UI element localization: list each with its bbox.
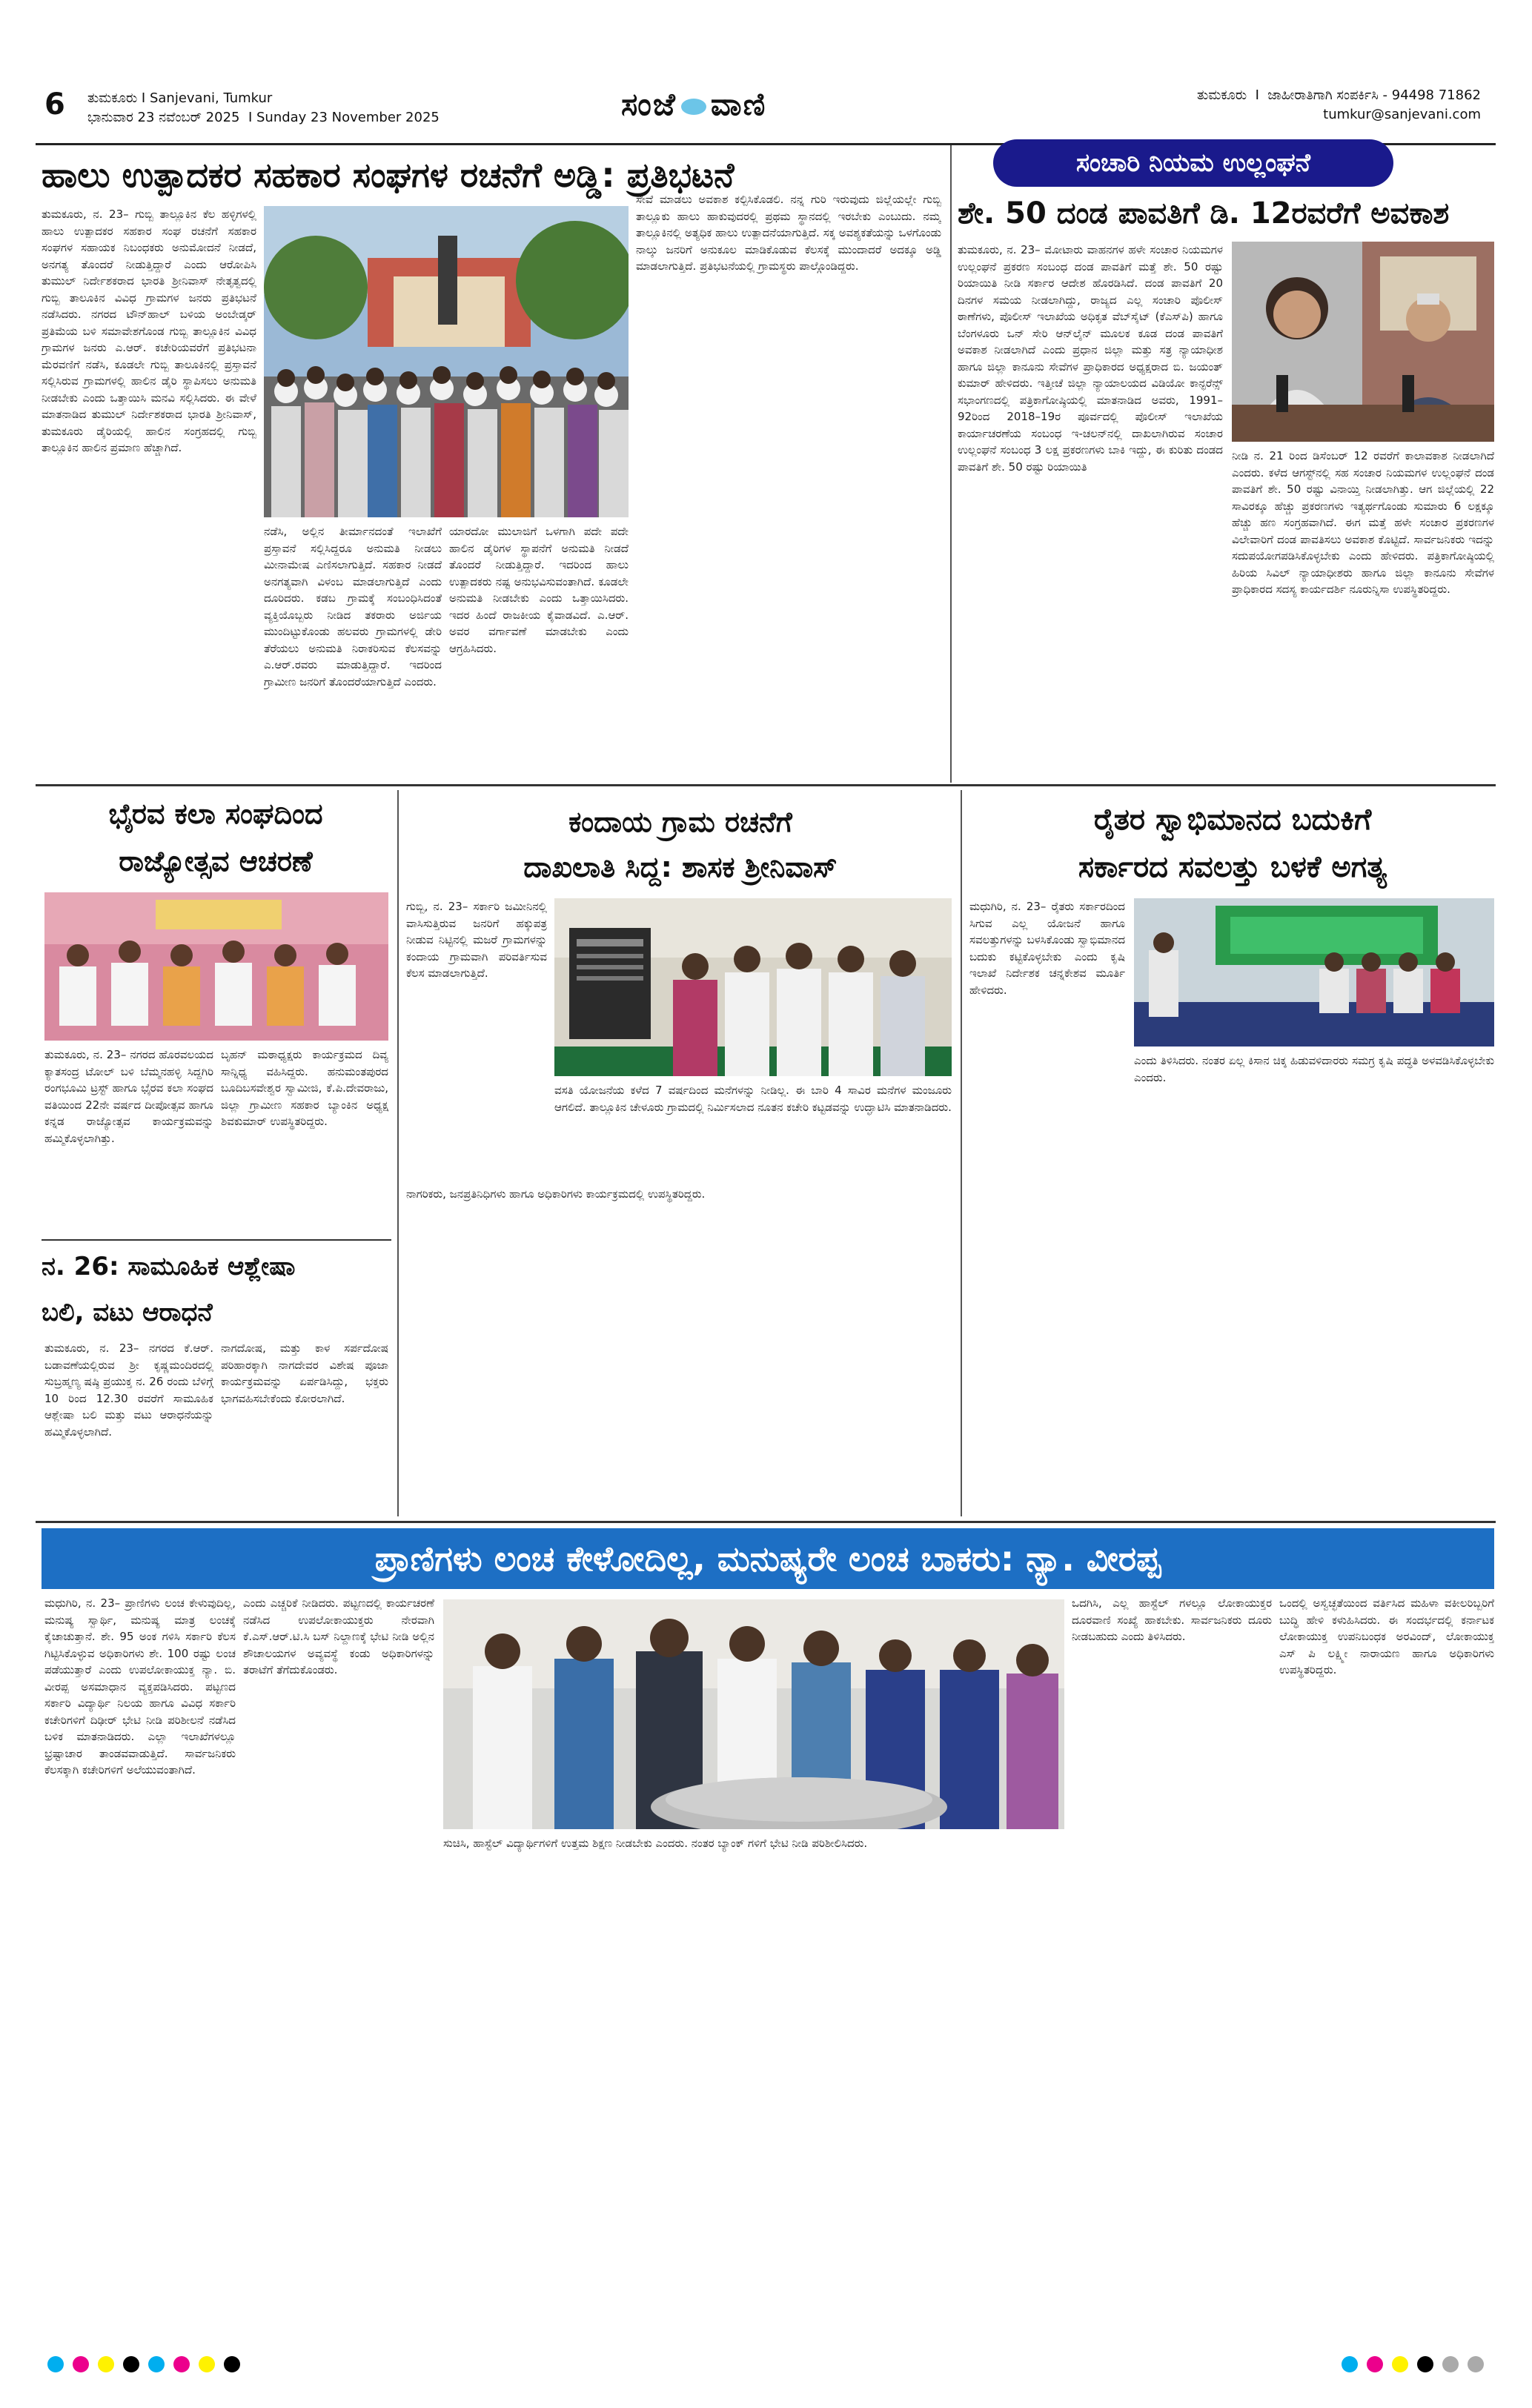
kandaya-col-3: ನಾಗರಿಕರು, ಜನಪ್ರತಿನಿಧಿಗಳು ಹಾಗೂ ಅಧಿಕಾರಿಗಳು ಕಾರ್ಯಕ್ರಮದಲ್ಲಿ ಉಪಸ್ಥಿತರಿದ್ದರು. (406, 1187, 706, 1201)
divider (961, 790, 962, 1516)
milk-col-1: ತುಮಕೂರು, ನ. 23– ಗುಬ್ಬಿ ತಾಲ್ಲೂಕಿನ ಕೆಲ ಹಳ್ಳಿಗಳಲ್ಲಿ ಹಾಲು ಉತ್ಪಾದಕರ ಸಹಕಾರ ಸಂಘ ರಚನೆಗೆ ಸಹಕಾರ ಸಂಘಗಳ ಸಹಾಯಕ ನಿಬಂಧಕರು ಅನುಮೋದನೆ ನೀಡದೆ, ಅನಗತ್ಯ ತೊಂದರೆ ನೀಡುತ್ತಿದ್ದಾರೆ ಎಂದು ಆರೋಪಿಸಿ ತುಮುಲ್ ನಿರ್ದೇಶಕರಾದ ಭಾರತಿ ಶ್ರೀನಿವಾಸ್ ನೇತೃತ್ವದಲ್ಲಿ ಗುಬ್ಬಿ ತಾಲೂಕಿನ ವಿವಿಧ ಗ್ರಾಮಗಳ ಜನರು ಪ್ರತಿಭಟನೆ ನಡೆಸಿದರು. ನಗರದ ಟೌನ್‌ಹಾಲ್ ಬಳಿಯ ಅಂಬೇಡ್ಕರ್ ಪ್ರತಿಮೆಯ ಬಳಿ ಸಮಾವೇಶಗೊಂಡ ಗುಬ್ಬಿ ತಾಲ್ಲೂಕಿನ ವಿವಿಧ ಗ್ರಾಮಗಳ ಜನರು ಎ.ಆರ್. ಕಚೇರಿಯವರೆಗೆ ಪ್ರತಿಭಟನಾ ಮೆರವಣಿಗೆ ನಡೆಸಿ, ಕೂಡಲೇ ಗುಬ್ಬಿ ತಾಲೂಕಿನಲ್ಲಿ ಪ್ರಸ್ತಾವನೆ ಸಲ್ಲಿಸಿರುವ ಗ್ರಾಮಗಳಲ್ಲಿ ಹಾಲಿನ ಡೈರಿ ಸ್ಥಾಪಿಸಲು ಅನುಮತಿ ನೀಡಬೇಕು ಎಂದು ಒತ್ತಾಯಿಸಿ ಮನವಿ ಸಲ್ಲಿಸಿದರು. ಈ ವೇಳೆ ಮಾತನಾಡಿದ ತುಮುಲ್ ನಿರ್ದೇಶಕರಾದ ಭಾರತಿ ಶ್ರೀನಿವಾಸ್, ತುಮಕೂರು ಡೈರಿಯಲ್ಲಿ ಹಾಲಿನ ಸಂಗ್ರಹದಲ್ಲಿ ಗುಬ್ಬಿ ತಾಲ್ಲೂಕಿನ ಹಾಲಿನ ಪ್ರಮಾಣ ಹೆಚ್ಚಾಗಿದೆ. (42, 208, 256, 454)
veerappa-inspection-photo (443, 1599, 1064, 1829)
date-kannada: ಭಾನುವಾರ 23 ನವೆಂಬರ್ 2025 (87, 110, 240, 125)
traffic-col-1: ತುಮಕೂರು, ನ. 23– ಮೋಟಾರು ವಾಹನಗಳ ಹಳೇ ಸಂಚಾರ ನಿಯಮಗಳ ಉಲ್ಲಂಘನೆ ಪ್ರಕರಣ ಸಂಬಂಧ ದಂಡ ಪಾವತಿಗೆ ಮತ್ತೆ ಶೇ. 50 ರಷ್ಟು ರಿಯಾಯಿತಿ ನೀಡಿ ಸರ್ಕಾರ ಆದೇಶ ಹೊರಡಿಸಿದೆ. ದಂಡ ಪಾವತಿಗೆ 20 ದಿನಗಳ ಸಮಯ ನೀಡಲಾಗಿದ್ದು, ರಾಜ್ಯದ ಎಲ್ಲ ಸಂಚಾರಿ ಪೊಲೀಸ್ ಠಾಣೆಗಳು, ಪೊಲೀಸ್ ಇಲಾಖೆಯ ಅಧಿಕೃತ ವೆಬ್‌ಸೈಟ್ (ಕೆಎಸ್‌ಪಿ) ಹಾಗೂ ಬೆಂಗಳೂರು ಒನ್ ಸೇರಿ ಆನ್‌ಲೈನ್ ಮೂಲಕ ಕೂಡ ದಂಡ ಪಾವತಿಗೆ ಅವಕಾಶ ನೀಡಲಾಗಿದೆ ಎಂದು ಪ್ರಧಾನ ಜಿಲ್ಲಾ ಮತ್ತು ಸತ್ರ ನ್ಯಾಯಾಧೀಶ ಹಾಗೂ ಜಿಲ್ಲಾ ಕಾನೂನು ಸೇವೆಗಳ ಪ್ರಾಧಿಕಾರದ ಅಧ್ಯಕ್ಷರಾದ ಬಿ. ಜಯಂತ್ ಕುಮಾರ್ ಹೇಳಿದರು. ಇತ್ತೀಚೆ ಜಿಲ್ಲಾ ನ್ಯಾಯಾಲಯದ ವಿಡಿಯೋ ಕಾನ್ಫರೆನ್ಸ್ ಸಭಾಂಗಣದಲ್ಲಿ ಪತ್ರಿಕಾಗೋಷ್ಠಿಯಲ್ಲಿ ಮಾತನಾಡಿದ ಅವರು, 1991–92ರಿಂದ 2018–19ರ ಪೂರ್ವದಲ್ಲಿ ಪೊಲೀಸ್ ಇಲಾಖೆಯ ಕಾರ್ಯಾಚರಣೆಯ ಸಂಬಂಧ ಇ-ಚಲನ್‌ನಲ್ಲಿ ದಾಖಲಾಗಿರುವ ಸಂಚಾರ ಉಲ್ಲಂಘನೆ ಸಂಬಂಧ 3 ಲಕ್ಷ ಪ್ರಕರಣಗಳು ಬಾಕಿ ಇದ್ದು, ಈ ಕುರಿತು ದಂಡದ ಪಾವತಿಗೆ ಶೇ. 50 ರಷ್ಟು ರಿಯಾಯಿತಿ (958, 243, 1223, 474)
edition-label: ತುಮಕೂರು I Sanjevani, Tumkur (87, 90, 273, 106)
milk-protest-photo (264, 206, 629, 517)
milk-col-2: ನಡೆಸಿ, ಅಲ್ಲಿನ ತೀರ್ಮಾನದಂತೆ ಇಲಾಖೆಗೆ ಪ್ರಸ್ತಾವನೆ ಸಲ್ಲಿಸಿದ್ದರೂ ಅನುಮತಿ ನೀಡಲು ಮೀನಾಮೇಷ ಎಣಿಸಲಾಗುತ್ತಿದೆ. ಸಹಕಾರ ನೀಡದೆ ಅನಗತ್ಯವಾಗಿ ವಿಳಂಬ ಮಾಡಲಾಗುತ್ತಿದೆ ಎಂದು ದೂರಿದರು. ಕಡಬ ಗ್ರಾಮಕ್ಕೆ ಸಂಬಂಧಿಸಿದಂತೆ ವ್ಯಕ್ತಿಯೊಬ್ಬರು ನೀಡಿದ ತಕರಾರು ಅರ್ಜಿಯ ಮುಂದಿಟ್ಟುಕೊಂಡು ಹಲವರು ಗ್ರಾಮಗಳಲ್ಲಿ ಡೇರಿ ತೆರೆಯಲು ಅನುಮತಿ ನಿರಾಕರಿಸುವ ಕೆಲಸವನ್ನು ಎ.ಆರ್.ರವರು ಮಾಡುತ್ತಿದ್ದಾರೆ. ಇದರಿಂದ ಗ್ರಾಮೀಣ ಜನರಿಗೆ ತೊಂದರೆಯಾಗುತ್ತಿದೆ ಎಂದರು. (264, 525, 442, 689)
veerappa-col-4: ಒಂದಲ್ಲಿ ಅಸ್ವಚ್ಛತೆಯಿಂದ ವರ್ತಿಸಿದ ಮಹಿಳಾ ವಕೀಲರಿಬ್ಬರಿಗೆ ಬುದ್ಧಿ ಹೇಳಿ ಕಳುಹಿಸಿದರು. ಈ ಸಂದರ್ಭದಲ್ಲಿ ಕರ್ನಾಟಕ ಲೋಕಾಯುಕ್ತ ಉಪನಿಬಂಧಕ ಅರವಿಂದ್, ಲೋಕಾಯುಕ್ತ ಎಸ್ ಪಿ ಲಕ್ಷ್ಮೀ ನಾರಾಯಣ ಹಾಗೂ ಅಧಿಕಾರಿಗಳು ಉಪಸ್ಥಿತರಿದ್ದರು. (1279, 1596, 1494, 1676)
divider (42, 1239, 391, 1241)
traffic-headline-pill: ಸಂಚಾರಿ ನಿಯಮ ಉಲ್ಲಂಘನೆ (993, 139, 1393, 187)
contact-info: ತುಮಕೂರು I ಜಾಹೀರಾತಿಗಾಗಿ ಸಂಪರ್ಕಿಸಿ - 94498 71862 tumkur@sanjevani.com (1197, 86, 1481, 125)
right-city: ತುಮಕೂರು (1196, 87, 1247, 103)
protest-photo-graphic (264, 206, 629, 517)
milk-headline: ಹಾಲು ಉತ್ಪಾದಕರ ಸಹಕಾರ ಸಂಘಗಳ ರಚನೆಗೆ ಅಡ್ಡಿ: ಪ್ರತಿಭಟನೆ (42, 155, 735, 195)
traffic-headline-main: ಶೇ. 50 ದಂಡ ಪಾವತಿಗೆ ಡಿ. 12ರವರೆಗೆ ಅವಕಾಶ (958, 196, 1450, 230)
bali-headline-1: ನ. 26: ಸಾಮೂಹಿಕ ಆಶ್ಲೇಷಾ (42, 1252, 296, 1281)
bhairava-col-2: ಬೃಹನ್ ಮಠಾಧ್ಯಕ್ಷರು ಕಾರ್ಯಕ್ರಮದ ದಿವ್ಯ ಸಾನ್ನಿಧ್ಯ ವಹಿಸಿದ್ದರು. ಹನುಮಂತಪುರದ ಬೂದಿಬಸವೇಶ್ವರ ಸ್ವಾಮೀಜಿ, ಕೆ.ಪಿ.ದೇವರಾಜು, ಜಿಲ್ಲಾ ಗ್ರಾಮೀಣ ಸಹಕಾರ ಬ್ಯಾಂಕಿನ ಅಧ್ಯಕ್ಷ ಶಿವಕುಮಾರ್ ಉಪಸ್ಥಿತರಿದ್ದರು. (221, 1048, 388, 1128)
ad-contact: ಜಾಹೀರಾತಿಗಾಗಿ ಸಂಪರ್ಕಿಸಿ - 94498 71862 (1267, 87, 1481, 103)
email: tumkur@sanjevani.com (1323, 107, 1481, 122)
kandaya-headline-2: ದಾಖಲಾತಿ ಸಿದ್ದ: ಶಾಸಕ ಶ್ರೀನಿವಾಸ್ (523, 851, 838, 883)
print-registration-marks-left (47, 2356, 240, 2372)
veerappa-banner-headline: ಪ್ರಾಣಿಗಳು ಲಂಚ ಕೇಳೋದಿಲ್ಲ, ಮನುಷ್ಯರೇ ಲಂಚ ಬಾಕರು: ನ್ಯಾ. ವೀರಪ್ಪ (42, 1528, 1494, 1589)
veerappa-photo-caption: ಸುಚಿಸಿ, ಹಾಸ್ಟೆಲ್ ವಿದ್ಯಾರ್ಥಿಗಳಿಗೆ ಉತ್ತಮ ಶಿಕ್ಷಣ ನೀಡಬೇಕು ಎಂದರು. ನಂತರ ಬ್ಯಾಂಕ್ ಗಳಿಗೆ ಭೇಟಿ ನೀಡಿ ಪರಿಶೀಲಿಸಿದರು. (443, 1837, 868, 1850)
raitha-col-1: ಮಧುಗಿರಿ, ನ. 23– ರೈತರು ಸರ್ಕಾರದಿಂದ ಸಿಗುವ ಎಲ್ಲ ಯೋಜನೆ ಹಾಗೂ ಸವಲತ್ತುಗಳನ್ನು ಬಳಸಿಕೊಂಡು ಸ್ವಾಭಿಮಾನದ ಬದುಕು ಕಟ್ಟಿಕೊಳ್ಳಬೇಕು ಎಂದು ಕೃಷಿ ಇಲಾಖೆ ನಿರ್ದೇಶಕ ಚನ್ನಕೇಶವ ಮೂರ್ತಿ ಹೇಳಿದರು. (969, 900, 1125, 997)
raitha-headline-2: ಸರ್ಕಾರದ ಸವಲತ್ತು ಬಳಕೆ ಅಗತ್ಯ (1078, 850, 1387, 884)
bhairava-headline-2: ರಾಜ್ಯೋತ್ಸವ ಆಚರಣೆ (119, 845, 313, 878)
bhairava-stage-photo (44, 892, 388, 1041)
print-registration-marks-right (1342, 2356, 1484, 2372)
bali-headline-2: ಬಲಿ, ವಟು ಆರಾಧನೆ (42, 1298, 213, 1327)
kandaya-headline-1: ಕಂದಾಯ ಗ್ರಾಮ ರಚನೆಗೆ (568, 806, 792, 838)
veerappa-col-1: ಮಧುಗಿರಿ, ನ. 23– ಪ್ರಾಣಿಗಳು ಲಂಚ ಕೇಳುವುದಿಲ್ಲ, ಮನುಷ್ಯ ಸ್ವಾರ್ಥಿ, ಮನುಷ್ಯ ಮಾತ್ರ ಲಂಚಕ್ಕೆ ಕೈಚಾಚುತ್ತಾನೆ. ಶೇ. 95 ಅಂಕ ಗಳಿಸಿ ಸರ್ಕಾರಿ ಕೆಲಸ ಗಿಟ್ಟಿಸಿಕೊಳ್ಳುವ ಅಧಿಕಾರಿಗಳು ಶೇ. 100 ರಷ್ಟು ಲಂಚ ಪಡೆಯುತ್ತಾರೆ ಎಂದು ಉಪಲೋಕಾಯುಕ್ತ ನ್ಯಾ. ಬಿ. ವೀರಪ್ಪ ಅಸಮಾಧಾನ ವ್ಯಕ್ತಪಡಿಸಿದರು. ಪಟ್ಟಣದ ಸರ್ಕಾರಿ ವಿದ್ಯಾರ್ಥಿ ನಿಲಯ ಹಾಗೂ ವಿವಿಧ ಸರ್ಕಾರಿ ಕಚೇರಿಗಳಿಗೆ ದಿಢೀರ್ ಭೇಟಿ ನೀಡಿ ಪರಿಶೀಲನೆ ನಡೆಸಿದ ಬಳಿಕ ಮಾತನಾಡಿದರು. ಎಲ್ಲಾ ಇಲಾಖೆಗಳಲ್ಲೂ ಭ್ರಷ್ಟಾಚಾರ ತಾಂಡವವಾಡುತ್ತಿದೆ. ಸಾರ್ವಜನಿಕರು ಕೆಲಸಕ್ಕಾಗಿ ಕಚೇರಿಗಳಿಗೆ ಅಲೆಯುವಂತಾಗಿದೆ. (44, 1596, 236, 1777)
inspection-graphic (443, 1599, 1064, 1829)
divider (36, 1521, 1496, 1523)
divider (36, 784, 1496, 786)
logo-bird-icon (681, 99, 706, 115)
traffic-col-2: ನೀಡಿ ನ. 21 ರಿಂದ ಡಿಸೆಂಬರ್ 12 ರವರೆಗೆ ಕಾಲಾವಕಾಶ ನೀಡಲಾಗಿದೆ ಎಂದರು. ಕಳೆದ ಆಗಸ್ಟ್‌ನಲ್ಲಿ ಸಹ ಸಂಚಾರ ನಿಯಮಗಳ ಉಲ್ಲಂಘನೆ ದಂಡ ಪಾವತಿಗೆ ಶೇ. 50 ರಷ್ಟು ವಿನಾಯ್ತಿ ನೀಡಲಾಗಿತ್ತು. ಆಗ ಜಿಲ್ಲೆಯಲ್ಲಿ 22 ಸಾವಿರಕ್ಕೂ ಹೆಚ್ಚು ಪ್ರಕರಣಗಳು ಇತ್ಯರ್ಥಗೊಂಡು ಸುಮಾರು 6 ಲಕ್ಷಕ್ಕೂ ಹೆಚ್ಚು ಹಣ ಸಂಗ್ರಹವಾಗಿದೆ. ಈಗ ಮತ್ತೆ ಹಳೇ ಸಂಚಾರ ಪ್ರಕರಣಗಳ ವಿಲೇವಾರಿಗೆ ದಂಡ ಪಾವತಿಸಲು ಅವಕಾಶ ಕೊಟ್ಟಿದೆ. ಸಾರ್ವಜನಿಕರು ಇದನ್ನು ಸದುಪಯೋಗಪಡಿಸಿಕೊಳ್ಳಬೇಕು ಎಂದು ಹೇಳಿದರು. ಪತ್ರಿಕಾಗೋಷ್ಠಿಯಲ್ಲಿ ಹಿರಿಯ ಸಿವಿಲ್ ನ್ಯಾಯಾಧೀಶರು ಹಾಗೂ ಜಿಲ್ಲಾ ಕಾನೂನು ಸೇವೆಗಳ ಪ್ರಾಧಿಕಾರದ ಸದಸ್ಯ ಕಾರ್ಯದರ್ಶಿ ನೂರುನ್ನಿಸಾ ಉಪಸ್ಥಿತರಿದ್ದರು. (1232, 449, 1494, 596)
divider (397, 790, 399, 1516)
milk-col-3: ಯಾರದೋ ಮುಲಾಜಿಗೆ ಒಳಗಾಗಿ ಪದೇ ಪದೇ ಹಾಲಿನ ಡೈರಿಗಳ ಸ್ಥಾಪನೆಗೆ ಅನುಮತಿ ನೀಡದೆ ತೊಂದರೆ ನೀಡುತ್ತಿದ್ದಾರೆ. ಇದರಿಂದ ಹಾಲು ಉತ್ಪಾದಕರು ನಷ್ಟ ಅನುಭವಿಸುವಂತಾಗಿದೆ. ಕೂಡಲೇ ಅನುಮತಿ ನೀಡಬೇಕು ಎಂದು ಒತ್ತಾಯಿಸಿದರು. ಇದರ ಹಿಂದೆ ರಾಜಕೀಯ ಕೈವಾಡವಿದೆ. ಎ.ಆರ್. ಅವರ ವರ್ಗಾವಣೆ ಮಾಡಬೇಕು ಎಂದು ಆಗ್ರಹಿಸಿದರು. (449, 525, 629, 655)
kandaya-inauguration-photo (554, 898, 952, 1076)
raitha-headline-1: ರೈತರ ಸ್ವಾಭಿಮಾನದ ಬದುಕಿಗೆ (1093, 803, 1372, 837)
milk-col-4: ಸೇವೆ ಮಾಡಲು ಅವಕಾಶ ಕಲ್ಪಿಸಿಕೊಡಲಿ. ನನ್ನ ಗುರಿ ಇರುವುದು ಜಿಲ್ಲೆಯಲ್ಲೇ ಗುಬ್ಬಿ ತಾಲ್ಲೂಕು ಹಾಲು ಹಾಕುವುದರಲ್ಲಿ ಪ್ರಥಮ ಸ್ಥಾನದಲ್ಲಿ ಇರಬೇಕು ಎಂಬುದು. ನಮ್ಮ ತಾಲ್ಲೂಕಿನಲ್ಲಿ ಅತ್ಯಧಿಕ ಹಾಲು ಉತ್ಪಾದನೆಯಾಗುತ್ತಿದೆ. ಸಕ್ಕ ಅವಶ್ಯಕತೆಯನ್ನು ಒಳಗೊಂಡು ನಾಲ್ಕು ಜನರಿಗೆ ಅನುಕೂಲ ಮಾಡಿಕೊಡುವ ಕೆಲಸಕ್ಕೆ ಮುಂದಾದರೆ ಅದಕ್ಕೂ ಅಡ್ಡಿ ಮಾಡಲಾಗುತ್ತಿದೆ. ಪ್ರತಿಭಟನೆಯಲ್ಲಿ ಗ್ರಾಮಸ್ಥರು ಪಾಲ್ಗೊಂಡಿದ್ದರು. (636, 193, 941, 273)
bhairava-col-1: ತುಮಕೂರು, ನ. 23– ನಗರದ ಹೊರವಲಯದ ಕ್ಯಾತಸಂದ್ರ ಟೋಲ್ ಬಳಿ ಬೆಮ್ಮನಹಳ್ಳಿ ಸಿದ್ದಗಿರಿ ರಂಗಭೂಮಿ ಟ್ರಸ್ಟ್ ಹಾಗೂ ಭೈರವ ಕಲಾ ಸಂಘದ ವತಿಯಿಂದ 22ನೇ ವರ್ಷದ ದೀಪೋತ್ಸವ ಹಾಗೂ ಕನ್ನಡ ರಾಜ್ಯೋತ್ಸವ ಕಾರ್ಯಕ್ರಮವನ್ನು ಹಮ್ಮಿಕೊಳ್ಳಲಾಗಿತ್ತು. (44, 1048, 213, 1145)
meeting-graphic (1134, 898, 1494, 1047)
kandaya-col-1: ಗುಬ್ಬಿ, ನ. 23– ಸರ್ಕಾರಿ ಜಮೀನಿನಲ್ಲಿ ವಾಸಿಸುತ್ತಿರುವ ಜನರಿಗೆ ಹಕ್ಕುಪತ್ರ ನೀಡುವ ನಿಟ್ಟಿನಲ್ಲಿ ಮಜರೆ ಗ್ರಾಮಗಳನ್ನು ಕಂದಾಯ ಗ್ರಾಮವಾಗಿ ಪರಿವರ್ತಿಸುವ ಕೆಲಸ ಮಾಡಲಾಗುತ್ತಿದೆ. (406, 900, 547, 980)
inauguration-graphic (554, 898, 952, 1076)
raitha-col-2: ಎಂದು ತಿಳಿಸಿದರು. ನಂತರ ಏಲ್ಲ ಕಿಸಾನ ಚಿಕ್ಕ ಹಿಡುವಳಿದಾರರು ಸಮಗ್ರ ಕೃಷಿ ಪದ್ಧತಿ ಅಳವಡಿಸಿಕೊಳ್ಳಬೇಕು ಎಂದರು. (1134, 1054, 1494, 1084)
masthead-logo: ಸಂಜೆ ವಾಣಿ (621, 86, 767, 122)
bhairava-headline-1: ಭೈರವ ಕಲಾ ಸಂಘದಿಂದ (108, 797, 323, 830)
page-number: 6 (44, 87, 65, 122)
traffic-press-photo (1232, 242, 1494, 442)
divider (950, 145, 952, 783)
raitha-meeting-photo (1134, 898, 1494, 1047)
veerappa-col-2: ಎಂದು ಎಚ್ಚರಿಕೆ ನೀಡಿದರು. ಪಟ್ಟಣದಲ್ಲಿ ಕಾರ್ಯಚರಣೆ ನಡೆಸಿದ ಉಪಲೋಕಾಯುಕ್ತರು ನೇರವಾಗಿ ಕೆ.ಎಸ್.ಆರ್.ಟಿ.ಸಿ ಬಸ್ ನಿಲ್ದಾಣಕ್ಕೆ ಭೇಟಿ ನೀಡಿ ಅಲ್ಲಿನ ಶೌಚಾಲಯಗಳ ಅವ್ಯವಸ್ಥೆ ಕಂಡು ಅಧಿಕಾರಿಗಳನ್ನು ತರಾಟೆಗೆ ತೆಗೆದುಕೊಂಡರು. (243, 1596, 434, 1676)
date-english: I Sunday 23 November 2025 (248, 110, 440, 125)
page-header (36, 79, 1496, 145)
stage-photo-graphic (44, 892, 388, 1041)
veerappa-col-3: ಒದಗಿಸಿ, ಎಲ್ಲ ಹಾಸ್ಟೆಲ್ ಗಳಲ್ಲೂ ಲೋಕಾಯುಕ್ತರ ದೂರವಾಣಿ ಸಂಖ್ಯೆ ಹಾಕಬೇಕು. ಸಾರ್ವಜನಿಕರು ದೂರು ನೀಡಬಹುದು ಎಂದು ತಿಳಿಸಿದರು. (1072, 1596, 1272, 1643)
bali-col-2: ನಾಗದೋಷ, ಮತ್ತು ಕಾಳ ಸರ್ಪದೋಷ ಪರಿಹಾರಕ್ಕಾಗಿ ನಾಗದೇವರ ವಿಶೇಷ ಪೂಜಾ ಕಾರ್ಯಕ್ರಮವನ್ನು ಏರ್ಪಡಿಸಿದ್ದು, ಭಕ್ತರು ಭಾಗವಹಿಸಬೇಕೆಂದು ಕೋರಲಾಗಿದೆ. (221, 1341, 388, 1405)
kandaya-col-2: ವಸತಿ ಯೋಜನೆಯ ಕಳೆದ 7 ವರ್ಷದಿಂದ ಮನೆಗಳನ್ನು ನೀಡಿಲ್ಲ. ಈ ಬಾರಿ 4 ಸಾವಿರ ಮನೆಗಳ ಮಂಜೂರು ಆಗಲಿದೆ. ತಾಲ್ಲೂಕಿನ ಚೇಳೂರು ಗ್ರಾಮದಲ್ಲಿ ನಿರ್ಮಿಸಲಾದ ನೂತನ ಕಚೇರಿ ಕಟ್ಟಡವನ್ನು ಉದ್ಘಾಟಿಸಿ ಮಾತನಾಡಿದರು. (554, 1084, 952, 1114)
press-meet-graphic (1232, 242, 1494, 442)
bali-col-1: ತುಮಕೂರು, ನ. 23– ನಗರದ ಕೆ.ಆರ್. ಬಡಾವಣೆಯಲ್ಲಿರುವ ಶ್ರೀ ಕೃಷ್ಣಮಂದಿರದಲ್ಲಿ ಸುಬ್ರಹ್ಮಣ್ಯ ಷಷ್ಠಿ ಪ್ರಯುಕ್ತ ನ. 26 ರಂದು ಬೆಳಿಗ್ಗೆ 10 ರಿಂದ 12.30 ರವರೆಗೆ ಸಾಮೂಹಿಕ ಆಶ್ಲೇಷಾ ಬಲಿ ಮತ್ತು ವಟು ಆರಾಧನೆಯನ್ನು ಹಮ್ಮಿಕೊಳ್ಳಲಾಗಿದೆ. (44, 1341, 213, 1439)
edition-info (87, 89, 440, 127)
